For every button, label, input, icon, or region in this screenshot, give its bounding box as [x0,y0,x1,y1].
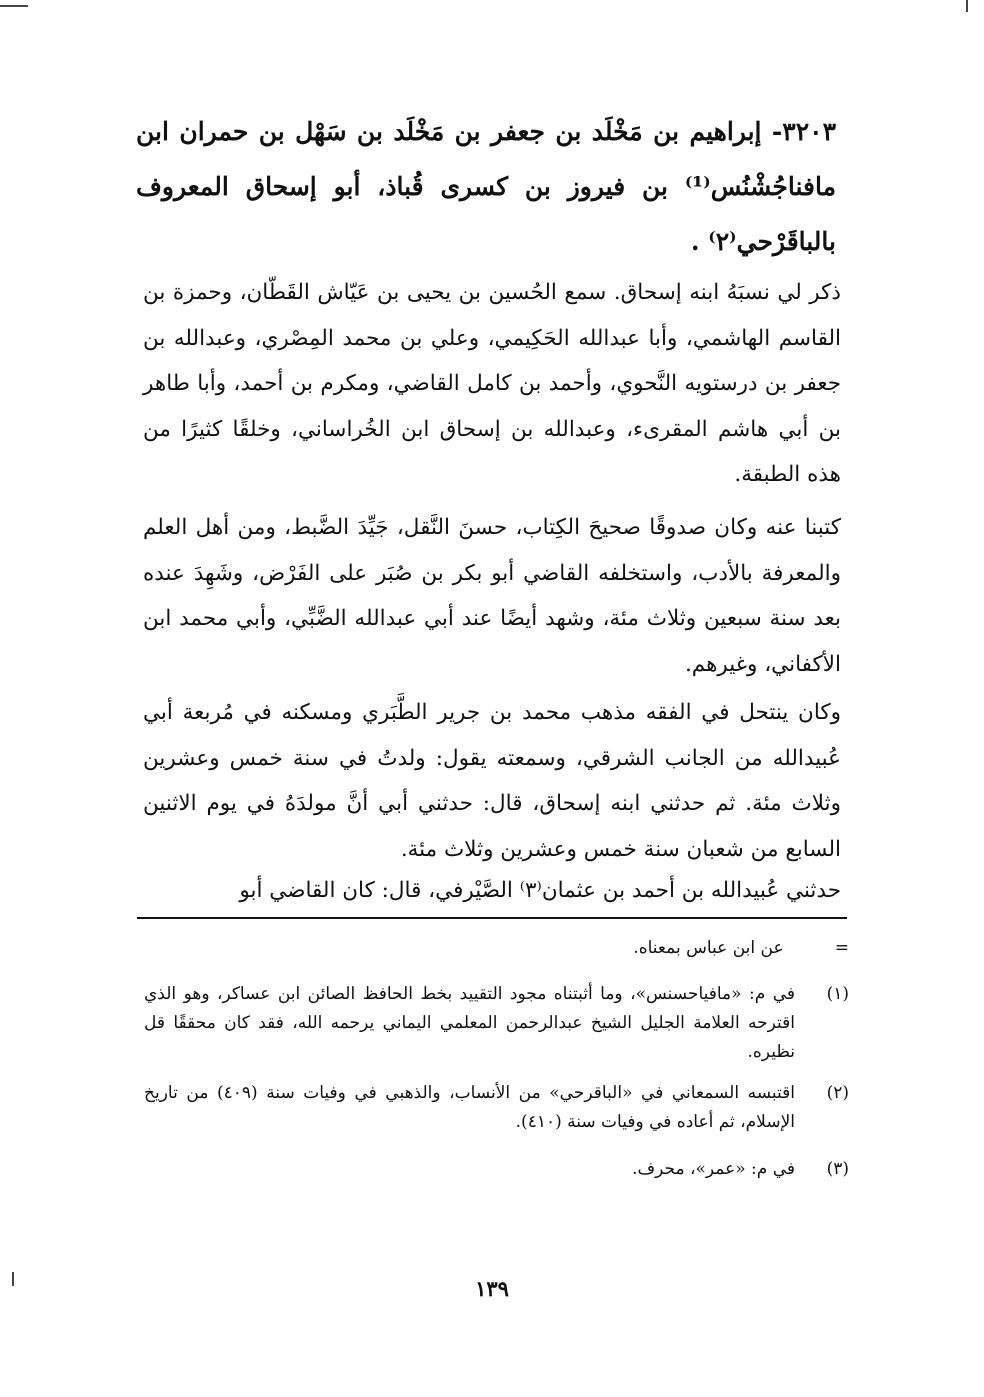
footnote-text: في م: «عمر»، محرف. [632,1159,795,1179]
continuation-text: عن ابن عباس بمعناه. [633,938,784,958]
footnote-3 [144,1155,849,1184]
paragraph-text: حدثني عُبيدالله بن أحمد بن عثمان⁽٣⁾ الصَّيْرفي، قال: كان القاضي أبو [239,878,841,903]
footnote-divider [137,917,847,919]
entry-heading: ٣٢٠٣- إبراهيم بن مَخْلَد بن جعفر بن مَخْلَد بن سَهْل بن حمران ابن مافناجُشْنُس⁽¹⁾ بن فيروز بن كسرى قُباذ، أبو إسحاق المعروف بالباقَرْحي⁽٢⁾ . [136,117,836,256]
paragraph-4 [143,868,841,914]
paragraph-text: كتبنا عنه وكان صدوقًا صحيحَ الكِتاب، حسنَ النَّقل، جَيِّدَ الضَّبط، ومن أهل العلم والمعرفة بالأدب، واستخلفه القاضي أبو بكر بن صُبَر على الفَرْض، وشَهِدَ عنده بعد سنة سبعين وثلاث مئة، وشهد أيضًا عند أبي عبدالله الضَّبِّي، وأبي محمد ابن الأكفاني، وغيرهم. [143,515,841,677]
continuation-mark: = [834,938,849,958]
paragraph-2 [143,505,841,687]
footnote-1 [144,980,849,1067]
paragraph-text: وكان ينتحل في الفقه مذهب محمد بن جرير الطَّبَري ومسكنه في مُربعة أبي عُبيدالله من الجانب الشرقي، وسمعته يقول: ولدتُ في سنة خمس وعشرين وثلاث مئة. ثم حدثني ابنه إسحاق، قال: حدثني أبي أنَّ مولدَهُ في يوم الاثنين السابع من شعبان سنة خمس وعشرين وثلاث مئة. [143,700,841,862]
paragraph-1 [143,270,841,498]
footnote-number: (١) [826,984,849,1004]
footnote-text: اقتبسه السمعاني في «الباقرحي» من الأنساب، والذهبي في وفيات سنة (٤٠٩) من تاريخ الإسلام، ثم أعاده في وفيات سنة (٤١٠). [144,1083,795,1132]
page-number: ١٣٩ [475,1276,509,1301]
paragraph-text: ذكر لي نسبَهُ ابنه إسحاق. سمع الحُسين بن يحيى بن عَيّاش القَطّان، وحمزة بن القاسم الهاشمي، وأبا عبدالله الحَكِيمي، وعلي بن محمد المِصْري، وعبدالله بن جعفر بن درستويه النَّحوي، وأحمد بن كامل القاضي، ومكرم بن أحمد، وأبا طاهر بن أبي هاشم المقرىء، وعبدالله بن إسحاق ابن الخُراساني، وخلقًا كثيرًا من هذه الطبقة. [143,280,841,487]
paragraph-3 [143,690,841,872]
footnote-text: في م: «مافياحسنس»، وما أثبتناه مجود التقييد بخط الحافظ الصائن ابن عساكر، وهو الذي اقترحه العلامة الجليل الشيخ عبدالرحمن المعلمي اليماني يرحمه الله، فقد كان محققًا قل نظيره. [144,984,795,1062]
footnote-number: (٢) [826,1083,849,1103]
footnote-2 [144,1079,849,1137]
footnote-number: (٣) [826,1159,849,1179]
footnote-continuation [139,936,849,960]
